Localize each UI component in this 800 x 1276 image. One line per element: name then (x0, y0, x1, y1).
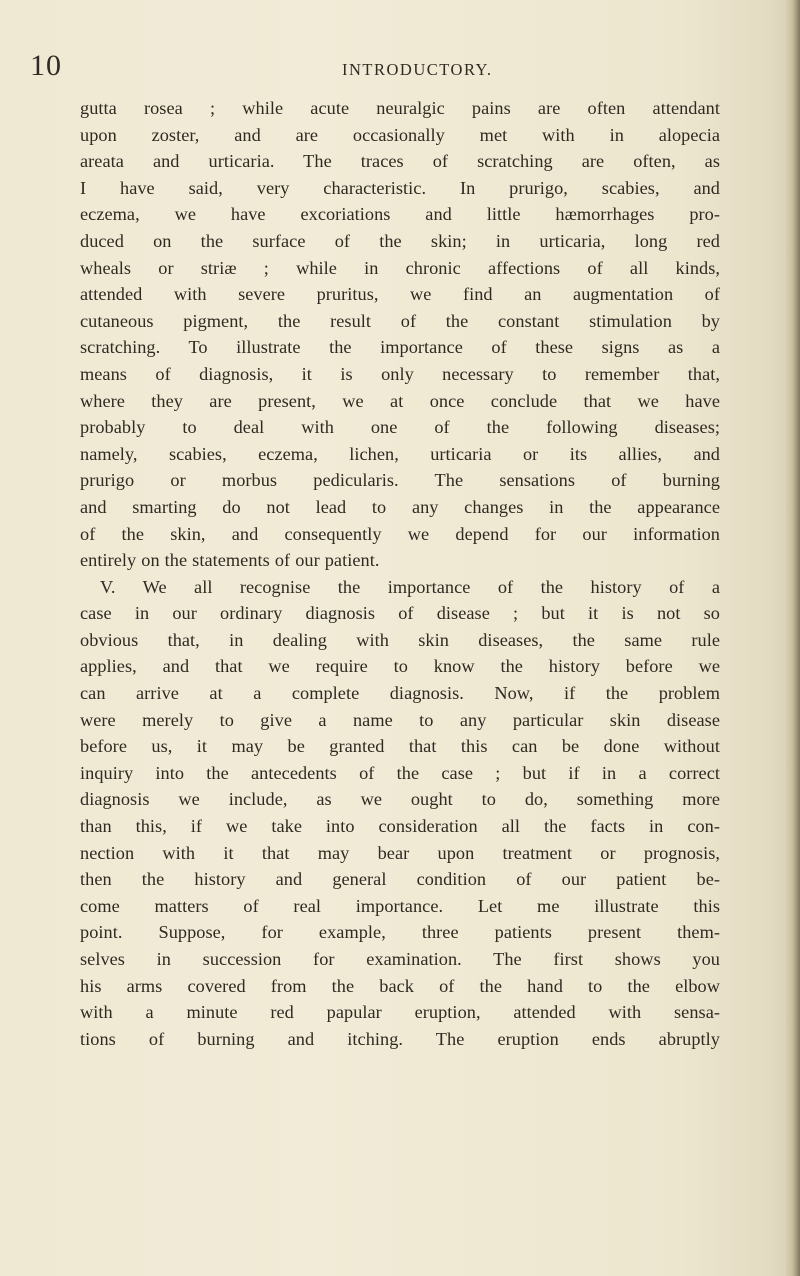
running-head: INTRODUCTORY. (342, 60, 493, 79)
text-line: V. We all recognise the importance of the history of a (100, 576, 720, 597)
text-line: cutaneous pigment, the result of the constant stimulation by (80, 310, 720, 331)
text-line: attended with severe pruritus, we find an augmentation of (80, 284, 720, 305)
text-line: means of diagnosis, it is only necessary to remember that, (80, 363, 720, 384)
page-header (0, 48, 800, 88)
text-line: tions of burning and itching. The eruption ends abruptly (80, 1028, 720, 1049)
text-line: inquiry into the antecedents of the case ; but if in a correct (80, 762, 720, 783)
text-line: obvious that, in dealing with skin diseases, the same rule (80, 629, 720, 650)
text-line: before us, it may be granted that this can be done without (80, 736, 720, 757)
text-line: case in our ordinary diagnosis of disease ; but it is not so (80, 603, 720, 624)
text-line: applies, and that we require to know the history before we (80, 656, 720, 677)
text-line: eczema, we have excoriations and little hæmorrhages pro- (80, 204, 720, 225)
text-line: then the history and general condition of our patient be- (80, 869, 720, 890)
text-line: wheals or striæ ; while in chronic affections of all kinds, (80, 257, 720, 278)
text-line: namely, scabies, eczema, lichen, urticaria or its allies, and (80, 443, 720, 464)
text-line: can arrive at a complete diagnosis. Now, if the problem (80, 683, 720, 704)
text-line: areata and urticaria. The traces of scratching are often, as (80, 151, 720, 172)
text-line: scratching. To illustrate the importance of these signs as a (80, 337, 720, 358)
text-line: I have said, very characteristic. In prurigo, scabies, and (80, 177, 720, 198)
text-line: come matters of real importance. Let me illustrate this (80, 895, 720, 916)
text-line: and smarting do not lead to any changes in the appearance (80, 496, 720, 517)
body-text (80, 95, 720, 1052)
page-edge-shadow (786, 0, 800, 1276)
text-line: prurigo or morbus pedicularis. The sensations of burning (80, 470, 720, 491)
text-line: where they are present, we at once conclude that we have (80, 390, 720, 411)
text-line: of the skin, and consequently we depend for our information (80, 523, 720, 544)
text-line: entirely on the statements of our patient. (80, 550, 380, 571)
text-line: probably to deal with one of the following diseases; (80, 417, 720, 438)
text-line: than this, if we take into consideration all the facts in con- (80, 816, 720, 837)
text-line: nection with it that may bear upon treatment or prognosis, (80, 842, 720, 863)
text-line: duced on the surface of the skin; in urticaria, long red (80, 230, 720, 251)
text-line: diagnosis we include, as we ought to do, something more (80, 789, 720, 810)
text-line: point. Suppose, for example, three patients present them- (80, 922, 720, 943)
text-line: gutta rosea ; while acute neuralgic pains are often attendant (80, 98, 720, 118)
text-line: upon zoster, and are occasionally met with in alopecia (80, 124, 720, 145)
text-line: were merely to give a name to any particular skin disease (80, 709, 720, 730)
text-line: his arms covered from the back of the hand to the elbow (80, 975, 720, 996)
page-number: 10 (30, 49, 62, 82)
text-line: selves in succession for examination. The first shows you (80, 949, 720, 969)
text-line: with a minute red papular eruption, attended with sensa- (80, 1002, 720, 1023)
